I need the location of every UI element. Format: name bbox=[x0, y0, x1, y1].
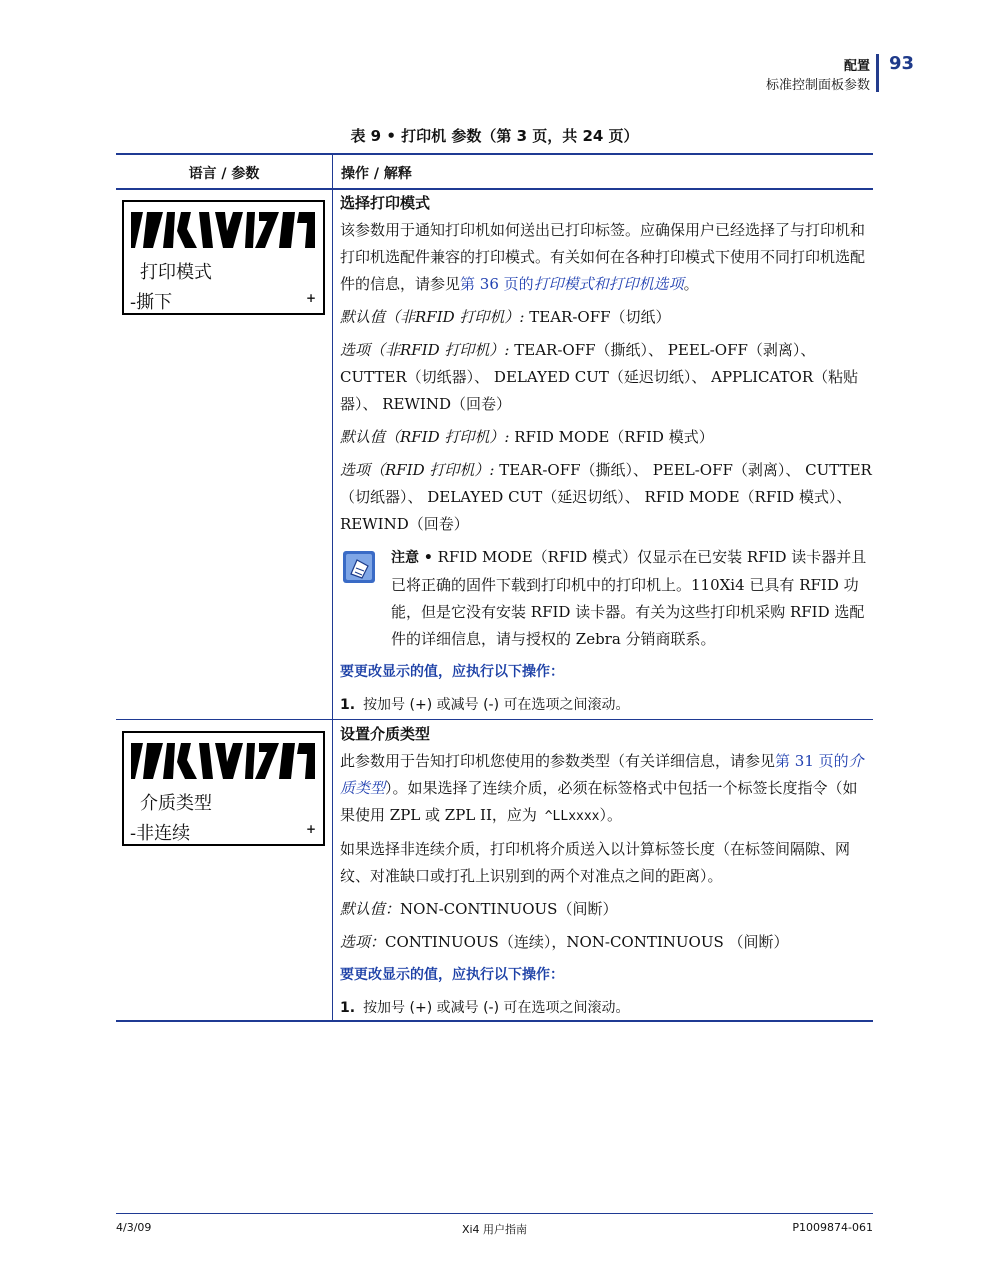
row-media-type-content bbox=[340, 721, 872, 1022]
change-value-heading: 要更改显示的值，应执行以下操作： bbox=[340, 967, 564, 983]
plus-indicator: + bbox=[305, 822, 316, 836]
table-top-rule bbox=[116, 153, 873, 155]
footer-document-title: Xi4 用户指南 bbox=[461, 1223, 528, 1236]
display-parameter-value: -撕下 bbox=[130, 292, 173, 313]
row-heading: 设置介质类型 bbox=[340, 725, 431, 743]
description-paragraph bbox=[340, 217, 872, 298]
step-item bbox=[340, 995, 872, 1022]
row-divider bbox=[116, 719, 873, 720]
table-caption: 表 9 • 打印机 参数（第 3 页，共 24 页） bbox=[350, 127, 639, 145]
zpl-command-code: ^LLxxxx bbox=[536, 809, 600, 824]
footer-rule bbox=[116, 1213, 873, 1214]
note-block bbox=[340, 544, 872, 653]
section-reference-link[interactable]: 介质类型 bbox=[340, 752, 864, 797]
description-text: 此参数用于告知打印机您使用的参数类型（有关详细信息，请参见 bbox=[340, 752, 776, 770]
description-paragraph-2: 如果选择非连续介质，打印机将介质送入以计算标签长度（在标签间隔隙、网纹、对准缺口或打孔上识别到的两个对准点之间的距离）。 bbox=[340, 840, 851, 885]
default-value-line bbox=[340, 304, 872, 331]
step-number: 1. bbox=[340, 697, 356, 713]
default-value-line-rfid bbox=[340, 424, 872, 451]
description-text: 该参数用于通知打印机如何送出已打印标签。应确保用户已经选择了与打印机和打印机选配件兼容的打印模式。有关如何在各种打印模式下使用不同打印机选配件的信息，请参见 bbox=[340, 221, 866, 293]
options-label-rfid: 选项（RFID 打印机）: bbox=[340, 461, 495, 479]
default-value-rfid: RFID MODE（RFID 模式） bbox=[509, 428, 714, 446]
footer-date: 4/3/09 bbox=[116, 1221, 152, 1234]
chapter-title: 配置 bbox=[843, 59, 870, 74]
page-reference-link[interactable]: 第 36 页的 bbox=[460, 275, 534, 293]
options-label: 选项（非RFID 打印机）: bbox=[340, 341, 510, 359]
zebra-stripe-logo bbox=[129, 740, 317, 782]
options-line-rfid bbox=[340, 457, 872, 538]
control-panel-display-media-type bbox=[122, 731, 325, 846]
control-panel-display-print-mode bbox=[122, 200, 325, 315]
description-paragraph bbox=[340, 748, 872, 830]
options-label: 选项： bbox=[340, 933, 386, 951]
default-value: NON-CONTINUOUS（间断） bbox=[400, 900, 618, 918]
step-text: 按加号 (+) 或减号 (-) 可在选项之间滚动。 bbox=[363, 697, 630, 713]
note-text: RFID MODE（RFID 模式）仅显示在已安装 RFID 读卡器并且已将正确的固件下载到打印机中的打印机上。110Xi4 已具有 RFID 功能，但是它没有安装 RFID 读卡器。有关为这些打印机采购 RFID 选配件的详细信息，请与授权的 Zebra 分销商联系。 bbox=[391, 548, 867, 648]
column-header-language: 语言 / 参数 bbox=[188, 166, 260, 182]
display-parameter-value: -非连续 bbox=[130, 823, 191, 844]
step-number: 1. bbox=[340, 1000, 356, 1016]
default-label-rfid: 默认值（RFID 打印机）: bbox=[340, 428, 510, 446]
change-value-heading: 要更改显示的值，应执行以下操作： bbox=[340, 664, 564, 680]
description-text-end: ）。 bbox=[599, 806, 623, 824]
plus-indicator: + bbox=[305, 291, 316, 305]
page-number: 93 bbox=[889, 53, 915, 74]
row-print-mode-content bbox=[340, 190, 872, 719]
display-parameter-title: 打印模式 bbox=[140, 262, 212, 283]
options-value: CONTINUOUS（连续），NON-CONTINUOUS （间断） bbox=[385, 933, 789, 951]
default-label: 默认值（非RFID 打印机）: bbox=[340, 308, 525, 326]
default-label: 默认值： bbox=[340, 900, 401, 918]
options-line bbox=[340, 337, 872, 418]
row-heading: 选择打印模式 bbox=[340, 194, 431, 212]
description-text-middle: ）。如果选择了连续介质，必须在标签格式中包括一个标签长度指令（如果使用 ZPL 或 ZPL II，应为 bbox=[340, 779, 858, 824]
column-divider bbox=[332, 155, 333, 1021]
note-label: 注意 • bbox=[391, 550, 433, 566]
footer-part-number: P1009874-061 bbox=[792, 1221, 873, 1234]
section-reference-link[interactable]: 打印模式和打印机选项 bbox=[533, 275, 684, 293]
options-value-rfid: TEAR-OFF（撕纸）、 PEEL-OFF（剥离）、 CUTTER（切纸器）、 DELAYED CUT（延迟切纸）、 RFID MODE（RFID 模式）、 REWIND（回卷） bbox=[340, 461, 872, 533]
default-value: TEAR-OFF（切纸） bbox=[524, 308, 671, 326]
step-item bbox=[340, 692, 872, 719]
options-line bbox=[340, 929, 872, 956]
description-text-end: 。 bbox=[683, 275, 699, 293]
step-text: 按加号 (+) 或减号 (-) 可在选项之间滚动。 bbox=[363, 1000, 630, 1016]
page-reference-link[interactable]: 第 31 页的 bbox=[775, 752, 849, 770]
header-divider bbox=[876, 54, 879, 92]
note-hand-icon bbox=[342, 550, 376, 584]
default-value-line bbox=[340, 896, 872, 923]
zebra-stripe-logo bbox=[129, 209, 317, 251]
column-header-action: 操作 / 解释 bbox=[341, 166, 412, 182]
display-parameter-title: 介质类型 bbox=[140, 793, 212, 814]
section-title: 标准控制面板参数 bbox=[765, 78, 870, 93]
options-value: TEAR-OFF（撕纸）、 PEEL-OFF（剥离）、 CUTTER（切纸器）、 DELAYED CUT（延迟切纸）、 APPLICATOR（粘贴器）、 REWIND（回卷） bbox=[340, 341, 859, 413]
